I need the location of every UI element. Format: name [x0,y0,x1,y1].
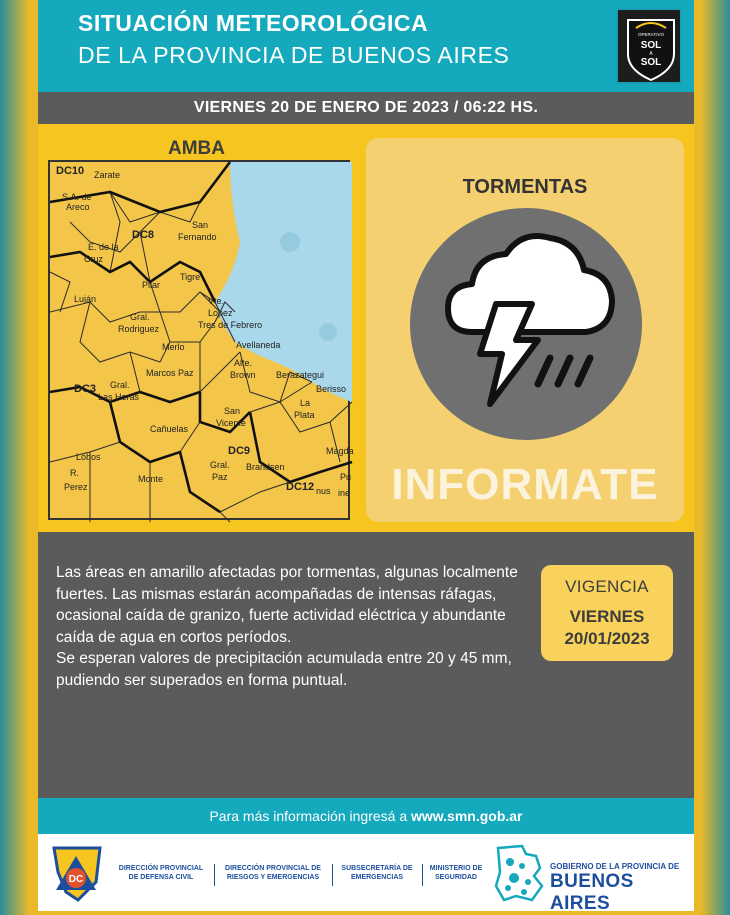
logo-operativo-text: OPERATIVO [638,32,664,37]
map-label-lobos: Lobos [76,452,101,462]
map-label-gral-paz-2: Paz [212,472,228,482]
vigencia-day: VIERNES [569,607,645,626]
org-subsecretaria [336,864,418,882]
org-ministerio-l1: MINISTERIO DE [429,865,483,872]
org-defensa-civil-l2: DE DEFENSA CIVIL [128,874,194,881]
logo-sol2-text: SOL [640,57,662,68]
map-label-ine: ine [338,488,351,498]
storm-icon-circle [410,208,642,440]
dc-badge-text: DC [68,874,84,885]
map-label-la: La [300,398,311,408]
operativo-sol-a-sol-logo [616,8,682,84]
map-label-gral-heras-1: Gral. [110,380,130,390]
map-label-merlo: Merlo [162,342,185,352]
map-label-san-vicente-1: San [224,406,241,416]
divider [214,864,215,886]
org-defensa-civil [112,864,210,882]
page-subtitle: DE LA PROVINCIA DE BUENOS AIRES [78,42,510,68]
map-label-gral-heras-2: Las Heras [98,392,140,402]
page-title: SITUACIÓN METEOROLÓGICA [78,10,429,36]
divider [332,864,333,886]
map-label-dc12: DC12 [286,481,315,493]
amba-region-map [48,160,354,520]
org-ministerio [426,864,486,882]
info-band [38,798,694,834]
map-label-monte: Monte [138,474,164,484]
map-label-alte: Alte. [234,358,253,368]
map-label-dc10: DC10 [56,165,85,177]
info-prefix: Para más información ingresá a [209,808,412,824]
vigencia-date: 20/01/2023 [564,629,650,648]
alert-card [366,138,684,522]
org-riesgos-l1: DIRECCIÓN PROVINCIAL DE [225,865,321,872]
divider [422,864,423,886]
description-paragraph-2: Se esperan valores de precipitación acumulada entre 20 y 45 mm, pudiendo ser superados en forma puntual. [56,650,512,689]
vigencia-title: VIGENCIA [565,577,649,596]
map-label-perez: Perez [64,482,88,492]
map-label-brown: Brown [230,370,256,380]
map-label-pu: Pu [340,472,352,482]
map-label-berisso: Berisso [316,384,347,394]
map-label-canuelas: Cañuelas [150,424,189,434]
province-map-icon [492,842,546,904]
org-ministerio-l2: SEGURIDAD [434,874,477,881]
map-label-san: San [192,220,209,230]
map-label-brandsen: Brandsen [246,462,285,472]
shield-icon [618,10,684,86]
org-subsecretaria-l2: EMERGENCIAS [350,874,404,881]
map-label-sa-de: S.A. de [62,192,92,202]
map-label-san-vicente-2: Vicente [216,418,246,428]
map-label-dc8: DC8 [132,229,155,241]
storm-cloud-icon [410,208,642,440]
description-paragraph-1: Las áreas en amarillo afectadas por tormentas, algunas localmente fuertes. Las mismas estarán acompañadas de intensas ráfagas, ocasional caída de granizo, fuerte actividad eléctrica y abundante caída de agua en cortos períodos. [56,564,518,646]
vigencia-badge [541,565,673,661]
map-label-r: R. [70,468,79,478]
map-title: AMBA [168,138,225,159]
smn-link[interactable]: www.smn.gob.ar [411,808,523,824]
gov-top-text: GOBIERNO DE LA PROVINCIA DE [550,862,680,871]
map-label-avellaneda: Avellaneda [236,340,281,350]
map-label-dc3: DC3 [74,383,97,395]
map-label-gral-paz-1: Gral. [210,460,230,470]
alert-panel [38,124,694,532]
map-label-tigre: Tigre [180,272,201,282]
logo-a-text: A [649,51,653,57]
map-label-cruz: Cruz [84,254,104,264]
map-label-plata: Plata [294,410,315,420]
map-graphic [50,162,352,522]
map-label-gral-rodriguez-2: Rodriguez [118,324,160,334]
informate-cta: INFORMATE [391,460,659,509]
map-label-lopez: Lopez [208,308,233,318]
alert-description [56,562,526,691]
map-label-dc9: DC9 [228,445,251,457]
map-label-magda: Magda [326,446,354,456]
org-riesgos-l2: RIESGOS Y EMERGENCIAS [226,874,320,881]
map-label-pilar: Pilar [142,280,161,290]
map-label-nus: nus [316,486,331,496]
org-subsecretaria-l1: SUBSECRETARÍA DE [341,865,413,872]
map-label-areco: Areco [66,202,90,212]
map-label-e-de: E. de la [88,242,119,252]
org-defensa-civil-l1: DIRECCIÓN PROVINCIAL [118,865,204,872]
map-label-berazategui: Berazategui [276,370,325,380]
map-label-fernando: Fernando [178,232,217,242]
map-label-gral-rodriguez-1: Gral. [130,312,150,322]
header [38,0,694,92]
map-label-marcos-paz: Marcos Paz [146,368,194,378]
map-label-lujan: Luján [74,294,97,304]
alert-type: TORMENTAS [462,176,588,198]
map-label-tres-de-febrero: Tres de Febrero [198,320,263,330]
footer [38,834,694,914]
defensa-civil-logo [44,842,108,904]
map-label-vte: Vte. [208,296,225,306]
gov-brand-text: BUENOS AIRES [550,871,634,914]
map-label-zarate: Zarate [94,170,121,180]
logo-sol-text: SOL [640,40,662,51]
org-riesgos [218,864,328,882]
date-band: VIERNES 20 DE ENERO DE 2023 / 06:22 HS. [38,92,694,124]
alert-poster [38,0,694,914]
